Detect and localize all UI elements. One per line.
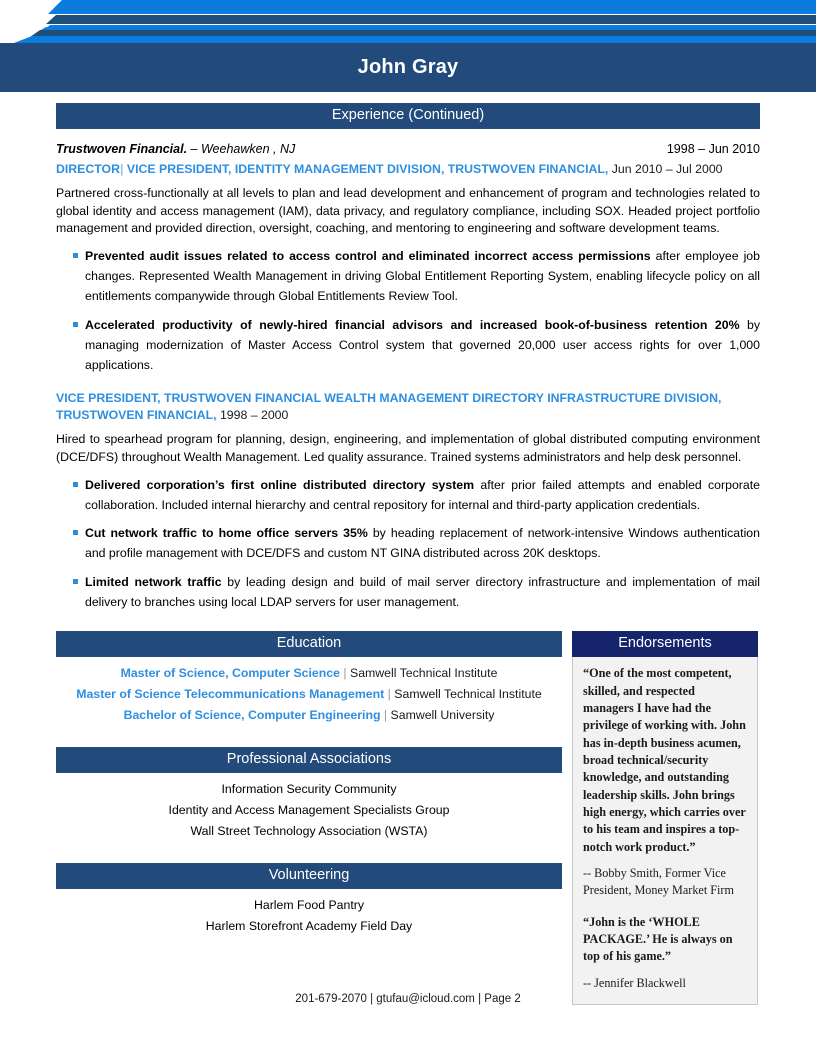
experience-entry [56, 141, 760, 613]
role-dates-2: 1998 – 2000 [219, 408, 289, 423]
section-header-endorsements: Endorsements [572, 631, 758, 657]
company-date-range: 1998 – Jun 2010 [666, 142, 760, 157]
resume-page [0, 92, 816, 1005]
bullet-highlight: Prevented audit issues related to access control and eliminated incorrect access permissions [85, 249, 651, 264]
role-bullets-1 [56, 247, 760, 375]
candidate-name: John Gray [357, 56, 459, 78]
bullet-item [56, 247, 760, 307]
degree-name: Bachelor of Science, Computer Engineering [123, 708, 381, 723]
degree-separator: | [383, 708, 388, 723]
volunteering-item: Harlem Food Pantry [253, 898, 365, 913]
education-item [56, 664, 562, 684]
section-header-experience: Experience (Continued) [56, 103, 760, 129]
role-summary-1: Partnered cross-functionally at all levels to plan and lead development and enhancement of program and technologies related to global identity and access management (IAM), data privacy, and regulatory compliance, including SOX. Headed project portfolio management and provided direction, oversight, coaching, and mentoring to engineering and software development teams. [56, 185, 760, 236]
page-content [0, 92, 816, 1005]
degree-name: Master of Science, Computer Science [120, 666, 340, 681]
institution-name: Samwell University [390, 708, 495, 723]
volunteering-item: Harlem Storefront Academy Field Day [205, 919, 413, 934]
role-title-line-2 [56, 390, 760, 425]
name-banner [0, 43, 816, 92]
role-title-director: DIRECTOR [56, 162, 120, 177]
company-line [56, 141, 760, 158]
bullet-highlight: Delivered corporation’s first online distributed directory system [85, 477, 475, 492]
endorsement-attribution: -- Jennifer Blackwell [583, 975, 686, 990]
stripe-6 [0, 36, 816, 43]
stripe-2 [0, 15, 816, 24]
role-bullets-2 [56, 476, 760, 613]
company-location: – Weehawken , NJ [190, 142, 296, 157]
company-name: Trustwoven Financial. [56, 142, 188, 157]
right-column [572, 631, 758, 1005]
association-item: Wall Street Technology Association (WSTA) [190, 824, 428, 839]
role-title-line-1 [56, 161, 760, 178]
volunteering-list [56, 889, 562, 937]
square-bullet-icon [73, 530, 78, 535]
left-column [56, 631, 562, 938]
spacer [56, 727, 562, 747]
stripe-1 [0, 0, 816, 14]
endorsement-quote: “One of the most competent, skilled, and respected managers I have had the privilege of working with. John has in-depth business acumen, broad technical/security knowledge, and outstanding leadership skills. John brings high energy, which carries over to his team and inspires a top-notch work product.” [583, 666, 746, 854]
bullet-highlight: Cut network traffic to home office servers 35% [85, 526, 368, 541]
company-and-location [56, 141, 295, 158]
page-footer: 201-679-2070 | gtufau@icloud.com | Page 2 [295, 993, 521, 1005]
square-bullet-icon [73, 253, 78, 258]
role-title-separator: | [120, 162, 124, 177]
endorsements-body [573, 657, 757, 1004]
bullet-text: by heading replacement of network-intensive Windows authentication and profile management with DCE/DFS and custom NT GINA distributed across 20K desktops. [85, 526, 760, 561]
degree-name: Master of Science Telecommunications Management [76, 687, 385, 702]
bullet-item [56, 476, 760, 516]
bullet-highlight: Accelerated productivity of newly-hired financial advisors and increased book-of-business retention 20% [85, 318, 740, 333]
lower-columns [56, 631, 760, 1005]
role-title-2: VICE PRESIDENT, TRUSTWOVEN FINANCIAL WEALTH MANAGEMENT DIRECTORY INFRASTRUCTURE DIVISION, TRUSTWOVEN FINANCIAL, [56, 390, 722, 423]
endorsement-attribution: -- Bobby Smith, Former Vice President, Money Market Firm [583, 865, 734, 898]
section-header-associations: Professional Associations [56, 747, 562, 773]
bullet-highlight: Limited network traffic [85, 575, 222, 590]
association-item: Information Security Community [221, 782, 397, 797]
section-header-volunteering: Volunteering [56, 863, 562, 889]
association-item: Identity and Access Management Specialists Group [168, 803, 450, 818]
square-bullet-icon [73, 579, 78, 584]
degree-separator: | [387, 687, 391, 702]
bullet-text: after employee job changes. Represented Wealth Management in driving Global Entitlement Reporting System, enabling lifecycle policy on all entitlements companywide through Global Entitlements Review Tool. [85, 249, 760, 304]
square-bullet-icon [73, 322, 78, 327]
bullet-item [56, 573, 760, 613]
square-bullet-icon [73, 482, 78, 487]
bullet-text: by managing modernization of Master Access Control system that governed 20,000 user access rights for over 1,000 applications. [85, 318, 760, 372]
degree-separator: | [343, 666, 347, 681]
endorsement-quote: “John is the ‘WHOLE PACKAGE.’ He is always on top of his game.” [583, 914, 733, 964]
stripe-5 [0, 30, 816, 37]
role-title-vp: VICE PRESIDENT, IDENTITY MANAGEMENT DIVISION, TRUSTWOVEN FINANCIAL, [126, 162, 609, 177]
bullet-item [56, 524, 760, 564]
endorsements-box [572, 657, 758, 1005]
header-decoration [0, 0, 816, 43]
role-dates-1: Jun 2010 – Jul 2000 [611, 162, 723, 177]
bullet-text: by leading design and build of mail server directory infrastructure and implementation of mail delivery to branches using local LDAP servers for user management. [85, 575, 761, 610]
institution-name: Samwell Technical Institute [350, 666, 498, 681]
bullet-text: after prior failed attempts and enabled corporate collaboration. Included internal hierarchy and central repository for internal and third-party application credentials. [85, 477, 760, 512]
institution-name: Samwell Technical Institute [394, 687, 542, 702]
education-item [56, 706, 562, 726]
section-header-education: Education [56, 631, 562, 657]
education-item [56, 685, 562, 705]
bullet-item [56, 316, 760, 376]
associations-list [56, 773, 562, 842]
spacer [56, 843, 562, 863]
role-summary-2: Hired to spearhead program for planning, design, engineering, and implementation of global distributed computing environment (DCE/DFS) throughout Wealth Management. Led quality assurance. Trained systems administrators and help desk personnel. [56, 431, 760, 464]
education-list [56, 657, 562, 726]
